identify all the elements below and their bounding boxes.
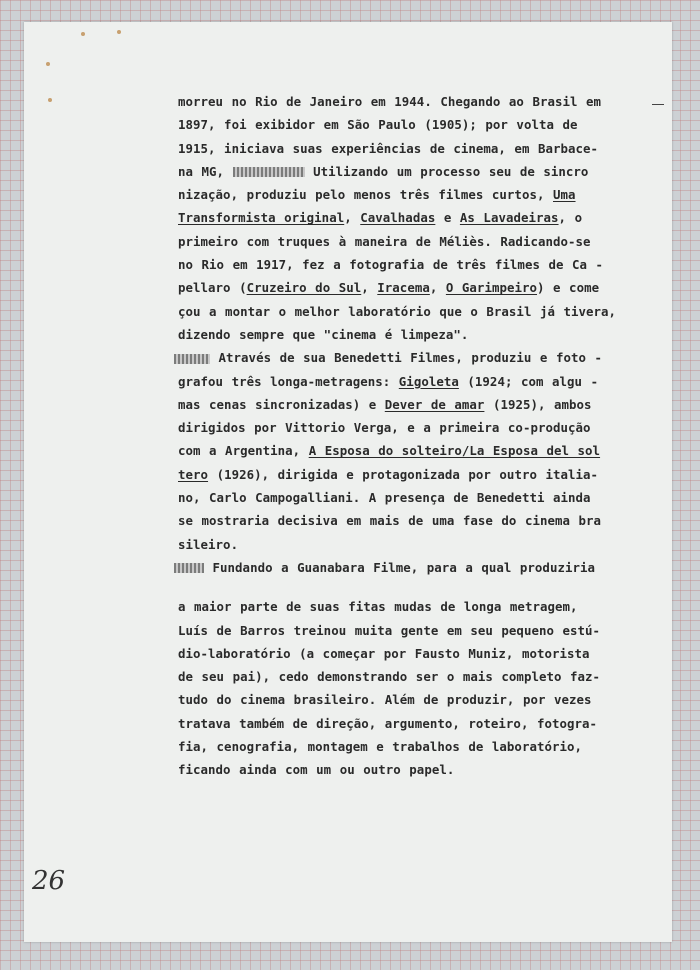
- struck-out-text: [174, 563, 204, 573]
- text-line: tratava também de direção, argumento, roteiro, fotogra-: [178, 715, 598, 731]
- text-line: Transformista original, Cavalhadas e As Lavadeiras, o: [178, 210, 583, 226]
- text-line: Fundando a Guanabara Filme, para a qual produziria: [174, 556, 638, 579]
- text-line: morreu no Rio de Janeiro em 1944. Chegando ao Brasil em: [178, 94, 602, 109]
- body-text: [178, 90, 638, 782]
- text-line: no Rio em 1917, fez a fotografia de três filmes de Ca -: [178, 257, 604, 273]
- punch-mark: [117, 30, 121, 34]
- film-title: A Esposa do solteiro/La Esposa del sol: [308, 443, 601, 459]
- punch-mark: [81, 32, 85, 36]
- text-line: tero (1926), dirigida e protagonizada por outro italia-: [178, 466, 599, 482]
- text-line: de seu pai), cedo demonstrando ser o mais completo faz-: [178, 669, 601, 685]
- text-line: ficando ainda com um ou outro papel.: [178, 762, 455, 778]
- film-title: Dever de amar: [384, 396, 485, 412]
- text-line: tudo do cinema brasileiro. Além de produzir, por vezes: [178, 692, 592, 708]
- text-line: grafou três longa-metragens: Gigoleta (1924; com algu -: [178, 373, 599, 389]
- struck-out-text: [233, 167, 305, 177]
- paragraph-gap: [178, 579, 638, 595]
- text-line: com a Argentina, A Esposa do solteiro/La Esposa del sol: [178, 443, 601, 459]
- film-title: Cavalhadas: [360, 210, 436, 226]
- text-line: 1897, foi exibidor em São Paulo (1905); por volta de: [178, 117, 578, 133]
- text-line: dio-laboratório (a começar por Fausto Muniz, motorista: [178, 645, 590, 661]
- text-line: çou a montar o melhor laboratório que o Brasil já tivera,: [178, 303, 617, 319]
- text-line: no, Carlo Campogalliani. A presença de Benedetti ainda: [178, 490, 591, 506]
- text-line: sileiro.: [178, 536, 239, 552]
- film-title: tero: [178, 466, 209, 482]
- text-line: 1915, iniciava suas experiências de cinema, em Barbace-: [178, 140, 599, 156]
- text-line: dirigidos por Vittorio Verga, e a primeira co-produção: [178, 420, 591, 436]
- text-line: fia, cenografia, montagem e trabalhos de laboratório,: [178, 739, 583, 755]
- film-title: O Garimpeiro: [445, 280, 538, 296]
- text-line: Através de sua Benedetti Filmes, produziu e foto -: [174, 346, 638, 369]
- text-line: a maior parte de suas fitas mudas de longa metragem,: [178, 599, 578, 615]
- film-title: Transformista original: [178, 210, 345, 226]
- film-title: Iracema: [377, 280, 430, 296]
- margin-mark: [652, 104, 664, 105]
- film-title: As Lavadeiras: [459, 210, 559, 226]
- text-line: na MG, Utilizando um processo seu de sincro: [178, 163, 589, 179]
- text-line: Luís de Barros treinou muita gente em seu pequeno estú-: [178, 622, 601, 638]
- film-title: Gigoleta: [398, 373, 459, 389]
- film-title: Cruzeiro do Sul: [246, 280, 362, 296]
- text-line: nização, produziu pelo menos três filmes curtos, Uma: [178, 187, 576, 203]
- handwritten-page-number: 26: [32, 866, 66, 896]
- text-line: mas cenas sincronizadas) e Dever de amar (1925), ambos: [178, 396, 592, 412]
- text-line: se mostraria decisiva em mais de uma fase do cinema bra: [178, 513, 602, 529]
- struck-out-text: [174, 354, 210, 364]
- punch-mark: [48, 98, 52, 102]
- text-line: dizendo sempre que "cinema é limpeza".: [178, 326, 469, 342]
- punch-mark: [46, 62, 50, 66]
- film-title: Uma: [553, 187, 576, 203]
- text-line: primeiro com truques à maneira de Méliès. Radicando-se: [178, 233, 591, 249]
- text-line: pellaro (Cruzeiro do Sul, Iracema, O Garimpeiro) e come: [178, 280, 600, 296]
